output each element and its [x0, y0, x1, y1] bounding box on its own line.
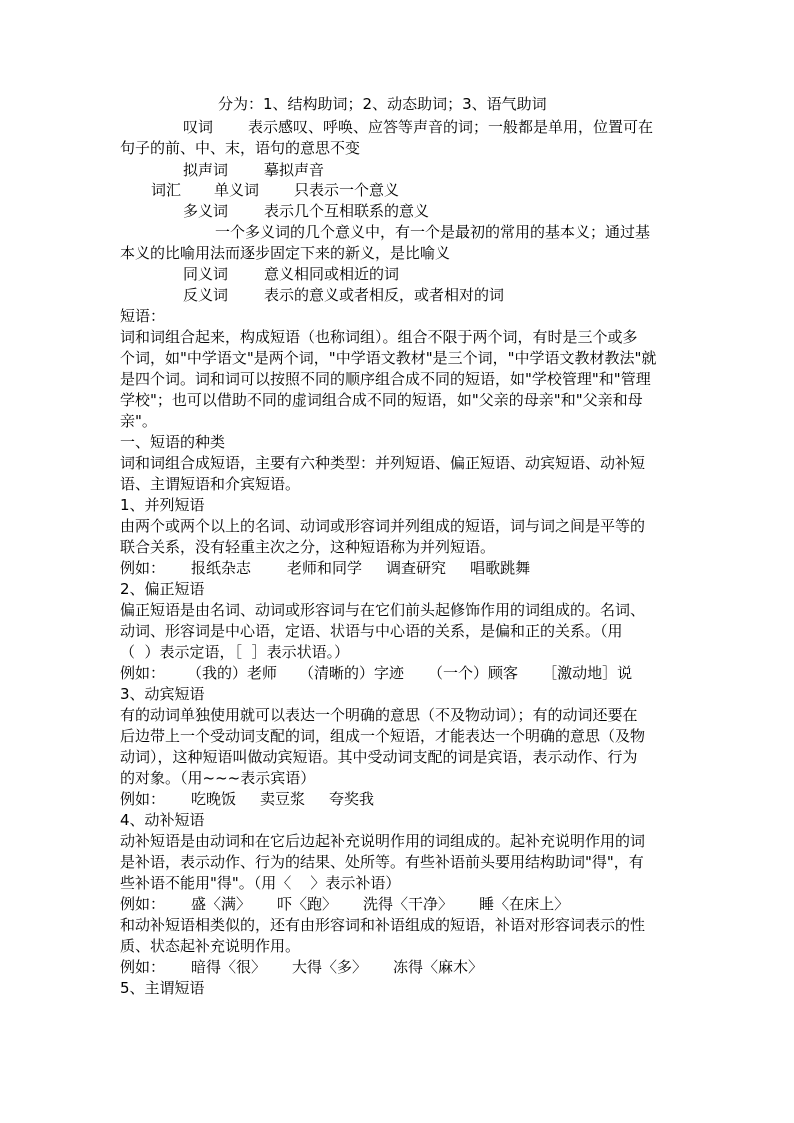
verb-complement-body-1: 动补短语是由动词和在它后边起补充说明作用的词组成的。起补充说明作用的词 — [120, 832, 646, 850]
example-line-1 — [120, 558, 530, 579]
example-item: 调查研究 — [386, 559, 447, 577]
definition-synonym: 意义相同或相近的词 — [264, 265, 400, 283]
term-antonym: 反义词 — [183, 286, 229, 304]
heading-verb-complement-phrase: 4、动补短语 — [120, 811, 205, 829]
intro-line-3: 是四个词。词和词可以按照不同的顺序组合成不同的短语，如"学校管理"和"管理 — [120, 370, 651, 388]
example-line-3 — [120, 789, 374, 810]
interjection-entry — [183, 117, 653, 138]
example-item: 吓〈跑〉 — [277, 895, 338, 913]
example-item: 暗得〈很〉 — [191, 958, 267, 976]
example-item: 吃晚饭 — [191, 790, 237, 808]
verb-object-body-4: 的对象。（用~~~表示宾语） — [120, 769, 316, 787]
term-synonym: 同义词 — [183, 265, 229, 283]
intro-line-4: 学校"；也可以借助不同的虚词组合成不同的短语，如"父亲的母亲"和"父亲和母 — [120, 391, 643, 409]
types-line-2: 语、主谓短语和介宾短语。 — [120, 475, 301, 493]
section-heading-phrase-types: 一、短语的种类 — [120, 433, 226, 451]
intro-line-5: 亲"。 — [120, 412, 157, 430]
example-item: （一个）顾客 — [428, 664, 519, 682]
synonym-entry — [183, 264, 399, 285]
polysemous-entry — [183, 201, 429, 222]
definition-interjection: 表示感叹、呼唤、应答等声音的词；一般都是单用，位置可在 — [248, 118, 654, 136]
polysemous-paragraph-1: 一个多义词的几个意义中，有一个是最初的常用的基本义；通过基 — [215, 223, 651, 241]
heading-verb-object-phrase: 3、动宾短语 — [120, 685, 205, 703]
example-item: 老师和同学 — [287, 559, 363, 577]
example-item: 报纸杂志 — [191, 559, 252, 577]
types-line-1: 词和词组合成短语，主要有六种类型：并列短语、偏正短语、动宾短语、动补短 — [120, 454, 646, 472]
interjection-continuation: 句子的前、中、末，语句的意思不变 — [120, 139, 361, 157]
example-label: 例如： — [120, 790, 166, 808]
example-item: 大得〈多〉 — [292, 958, 368, 976]
term-interjection: 叹词 — [183, 118, 214, 136]
term-vocabulary: 词汇 — [151, 181, 182, 199]
example-item: （清晰的）字迹 — [299, 664, 405, 682]
definition-antonym: 表示的意义或者相反，或者相对的词 — [264, 286, 505, 304]
verb-complement-body-2: 是补语，表示动作、行为的结果、处所等。有些补语前头要用结构助词"得"，有 — [120, 853, 644, 871]
polysemous-paragraph-2: 本义的比喻用法而逐步固定下来的新义，是比喻义 — [120, 244, 451, 262]
phrase-heading: 短语： — [120, 307, 166, 325]
term-onomatopoeia: 拟声词 — [183, 161, 229, 179]
intro-line-2: 个词，如"中学语文"是两个词，"中学语文教材"是三个词，"中学语文教材教法"就 — [120, 349, 657, 367]
term-polysemous: 多义词 — [183, 202, 229, 220]
example-item: 夸奖我 — [329, 790, 375, 808]
antonym-entry — [183, 285, 504, 306]
verb-complement-body-4: 和动补短语相类似的，还有由形容词和补语组成的短语，补语对形容词表示的性 — [120, 916, 646, 934]
example-label: 例如： — [120, 895, 166, 913]
example-item: 盛〈满〉 — [191, 895, 252, 913]
verb-object-body-2: 后边带上一个受动词支配的词，组成一个短语，才能表达一个明确的意思（及物 — [120, 727, 646, 745]
example-line-2 — [120, 663, 632, 684]
heading-subject-predicate-phrase: 5、主谓短语 — [120, 979, 205, 997]
verb-complement-body-5: 质、状态起补充说明作用。 — [120, 937, 301, 955]
example-item: 洗得〈干净〉 — [363, 895, 454, 913]
example-label: 例如： — [120, 664, 166, 682]
example-item: ［激动地］说 — [542, 664, 633, 682]
heading-coordinate-phrase: 1、并列短语 — [120, 496, 205, 514]
coordinate-body-1: 由两个或两个以上的名词、动词或形容词并列组成的短语，词与词之间是平等的 — [120, 517, 646, 535]
term-monosemous: 单义词 — [214, 181, 260, 199]
definition-polysemous: 表示几个互相联系的意义 — [264, 202, 430, 220]
auxiliary-word-types: 分为：1、结构助词；2、动态助词；3、语气助词 — [218, 95, 547, 113]
modifier-body-2: 动词、形容词是中心语，定语、状语与中心语的关系，是偏和正的关系。（用 — [120, 622, 623, 640]
example-item: 卖豆浆 — [260, 790, 306, 808]
example-label: 例如： — [120, 559, 166, 577]
example-item: （我的）老师 — [187, 664, 278, 682]
coordinate-body-2: 联合关系，没有轻重主次之分，这种短语称为并列短语。 — [120, 538, 496, 556]
example-item: 唱歌跳舞 — [470, 559, 531, 577]
example-line-4 — [120, 894, 569, 915]
verb-complement-body-3: 些补语不能用"得"。（用〈 〉表示补语） — [120, 874, 401, 892]
modifier-body-1: 偏正短语是由名词、动词或形容词与在它们前头起修饰作用的词组成的。名词、 — [120, 601, 646, 619]
verb-object-body-1: 有的动词单独使用就可以表达一个明确的意思（不及物动词）；有的动词还要在 — [120, 706, 638, 724]
definition-onomatopoeia: 摹拟声音 — [264, 161, 325, 179]
example-item: 睡〈在床上〉 — [479, 895, 570, 913]
example-label: 例如： — [120, 958, 166, 976]
intro-line-1: 词和词组合起来，构成短语（也称词组）。组合不限于两个词，有时是三个或多 — [120, 328, 638, 346]
heading-modifier-phrase: 2、偏正短语 — [120, 580, 205, 598]
vocabulary-entry — [151, 180, 399, 201]
example-item: 冻得〈麻木〉 — [393, 958, 484, 976]
definition-monosemous: 只表示一个意义 — [294, 181, 400, 199]
verb-object-body-3: 动词），这种短语叫做动宾短语。其中受动词支配的词是宾语，表示动作、行为 — [120, 748, 638, 766]
onomatopoeia-entry — [183, 160, 324, 181]
modifier-body-3: （ ）表示定语，［ ］表示状语。） — [120, 643, 350, 661]
example-line-5 — [120, 957, 483, 978]
